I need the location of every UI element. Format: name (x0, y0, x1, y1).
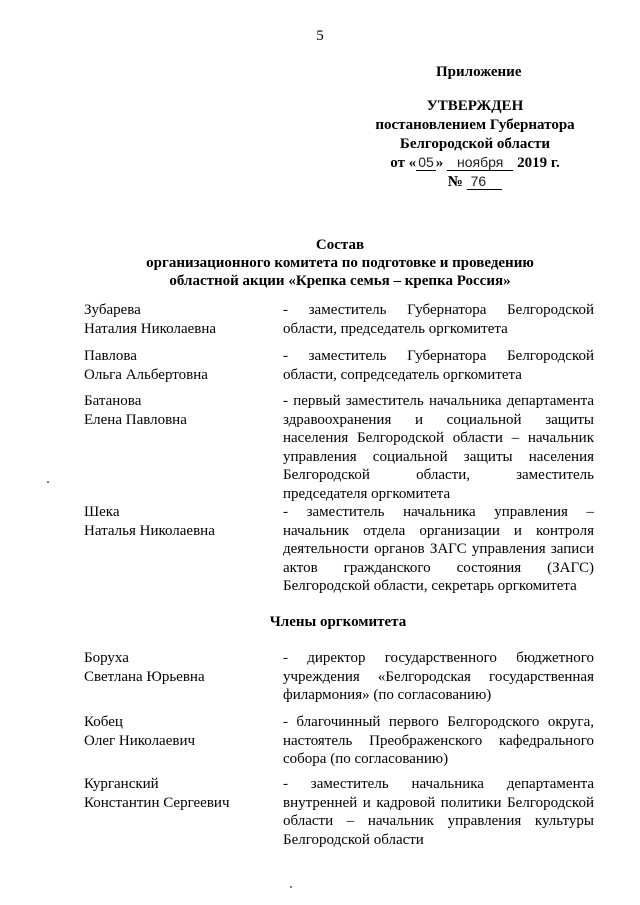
appendix-label: Приложение (436, 64, 522, 80)
person-role: - заместитель Губернатора Белгородской области, председатель оргкомитета (283, 302, 594, 337)
approval-block (360, 97, 590, 192)
person-name: Павлова Ольга Альбертовна (84, 348, 208, 383)
approval-date: от « 05 » ноября 2019 г. (390, 154, 560, 171)
person-name: Батанова Елена Павловна (84, 393, 187, 428)
person-name: Зубарева Наталия Николаевна (84, 302, 217, 337)
person-role: - директор государственного бюджетного учреждения «Белгородская государственная филармония» (по согласованию) (283, 650, 594, 703)
scan-speck (47, 481, 49, 483)
approval-title: УТВЕРЖДЕН (426, 98, 524, 114)
document-title: Состав организационного комитета по подготовке и проведению областной акции «Крепка семья – крепка Россия» (146, 237, 534, 289)
person-name: Кобец Олег Николаевич (84, 714, 196, 749)
members-heading: Члены оргкомитета (269, 614, 407, 630)
person-role: - заместитель начальника департамента внутренней и кадровой политики Белгородской области – начальник управления культуры Белгородской области (283, 776, 594, 848)
person-name: Шека Наталья Николаевна (84, 504, 215, 539)
date-day: 05 (418, 154, 434, 170)
approval-number: № 76 (360, 173, 590, 192)
date-year: 2019 г. (517, 155, 560, 171)
person-role: - заместитель Губернатора Белгородской области, сопредседатель оргкомитета (283, 348, 594, 383)
approval-line-decree: постановлением Губернатора (375, 117, 575, 133)
decree-number: 76 (467, 173, 503, 190)
date-month: ноября (447, 154, 513, 171)
page-number: 5 (316, 28, 324, 44)
person-role: - первый заместитель начальника департамента здравоохранения и социальной защиты населения Белгородской области – начальник управления социальной защиты населения Белгородской области, заместитель председателя оргкомитета (283, 393, 594, 502)
person-role: - заместитель начальника управления – начальник отдела организации и контроля деятельности органов ЗАГС управления записи актов гражданского состояния (ЗАГС) Белгородской области, секретарь оргкомитета (283, 504, 594, 594)
approval-line-region: Белгородской области (399, 136, 551, 152)
person-name: Боруха Светлана Юрьевна (84, 650, 205, 685)
scan-speck (290, 886, 292, 888)
person-role: - благочинный первого Белгородского округа, настоятель Преображенского кафедрального собора (по согласованию) (283, 714, 594, 767)
person-name: Курганский Константин Сергеевич (84, 776, 230, 811)
